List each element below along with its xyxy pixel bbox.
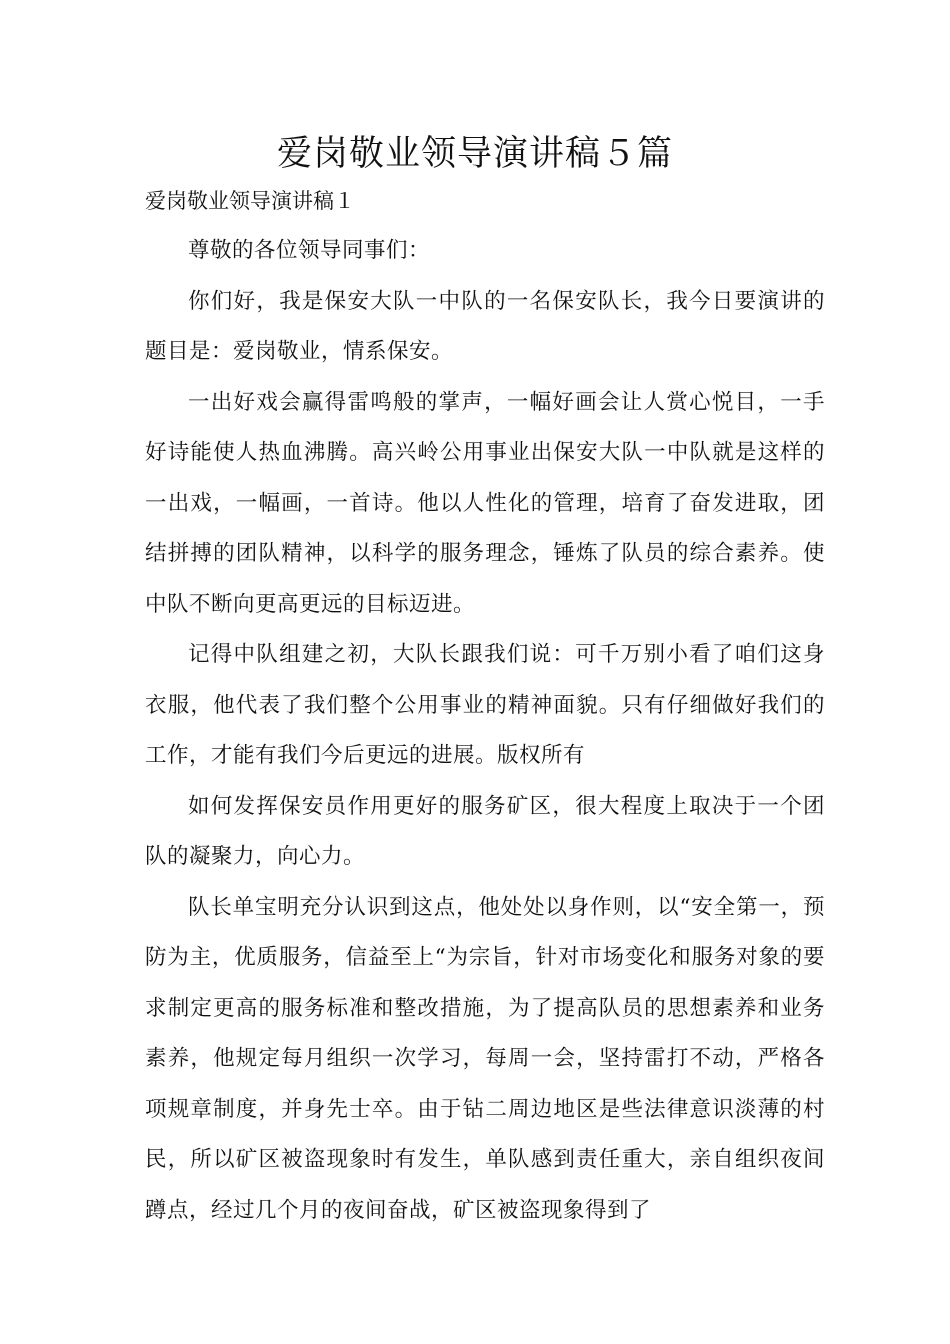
paragraph: 记得中队组建之初，大队长跟我们说：可千万别小看了咱们这身衣服，他代表了我们整个公用事业的精神面貌。只有仔细做好我们的工作，才能有我们今后更远的进展。版权所有 <box>145 642 825 768</box>
paragraph: 你们好，我是保安大队一中队的一名保安队长，我今日要演讲的题目是：爱岗敬业，情系保安。 <box>145 288 825 364</box>
section-heading: 爱岗敬业领导演讲稿１ <box>145 189 355 213</box>
paragraph: 队长单宝明充分认识到这点，他处处以身作则，以“安全第一，预防为主，优质服务，信益至上“为宗旨，针对市场变化和服务对象的要求制定更高的服务标准和整改措施，为了提高队员的思想素养和业务素养，他规定每月组织一次学习，每周一会，坚持雷打不动，严格各项规章制度，并身先士卒。由于钻二周边地区是些法律意识淡薄的村民，所以矿区被盗现象时有发生，单队感到责任重大，亲自组织夜间蹲点，经过几个月的夜间奋战，矿区被盗现象得到了 <box>145 894 825 1223</box>
paragraph: 一出好戏会赢得雷鸣般的掌声，一幅好画会让人赏心悦目，一手好诗能使人热血沸腾。高兴岭公用事业出保安大队一中队就是这样的一出戏，一幅画，一首诗。他以人性化的管理，培育了奋发进取，团结拼搏的团队精神，以科学的服务理念，锤炼了队员的综合素养。使中队不断向更高更远的目标迈进。 <box>145 389 825 617</box>
document-title: 爱岗敬业领导演讲稿５篇 <box>276 134 673 174</box>
document-body <box>145 226 825 1236</box>
paragraph-salutation: 尊敬的各位领导同事们： <box>188 238 431 263</box>
paragraph: 如何发挥保安员作用更好的服务矿区，很大程度上取决于一个团队的凝聚力，向心力。 <box>145 793 825 869</box>
